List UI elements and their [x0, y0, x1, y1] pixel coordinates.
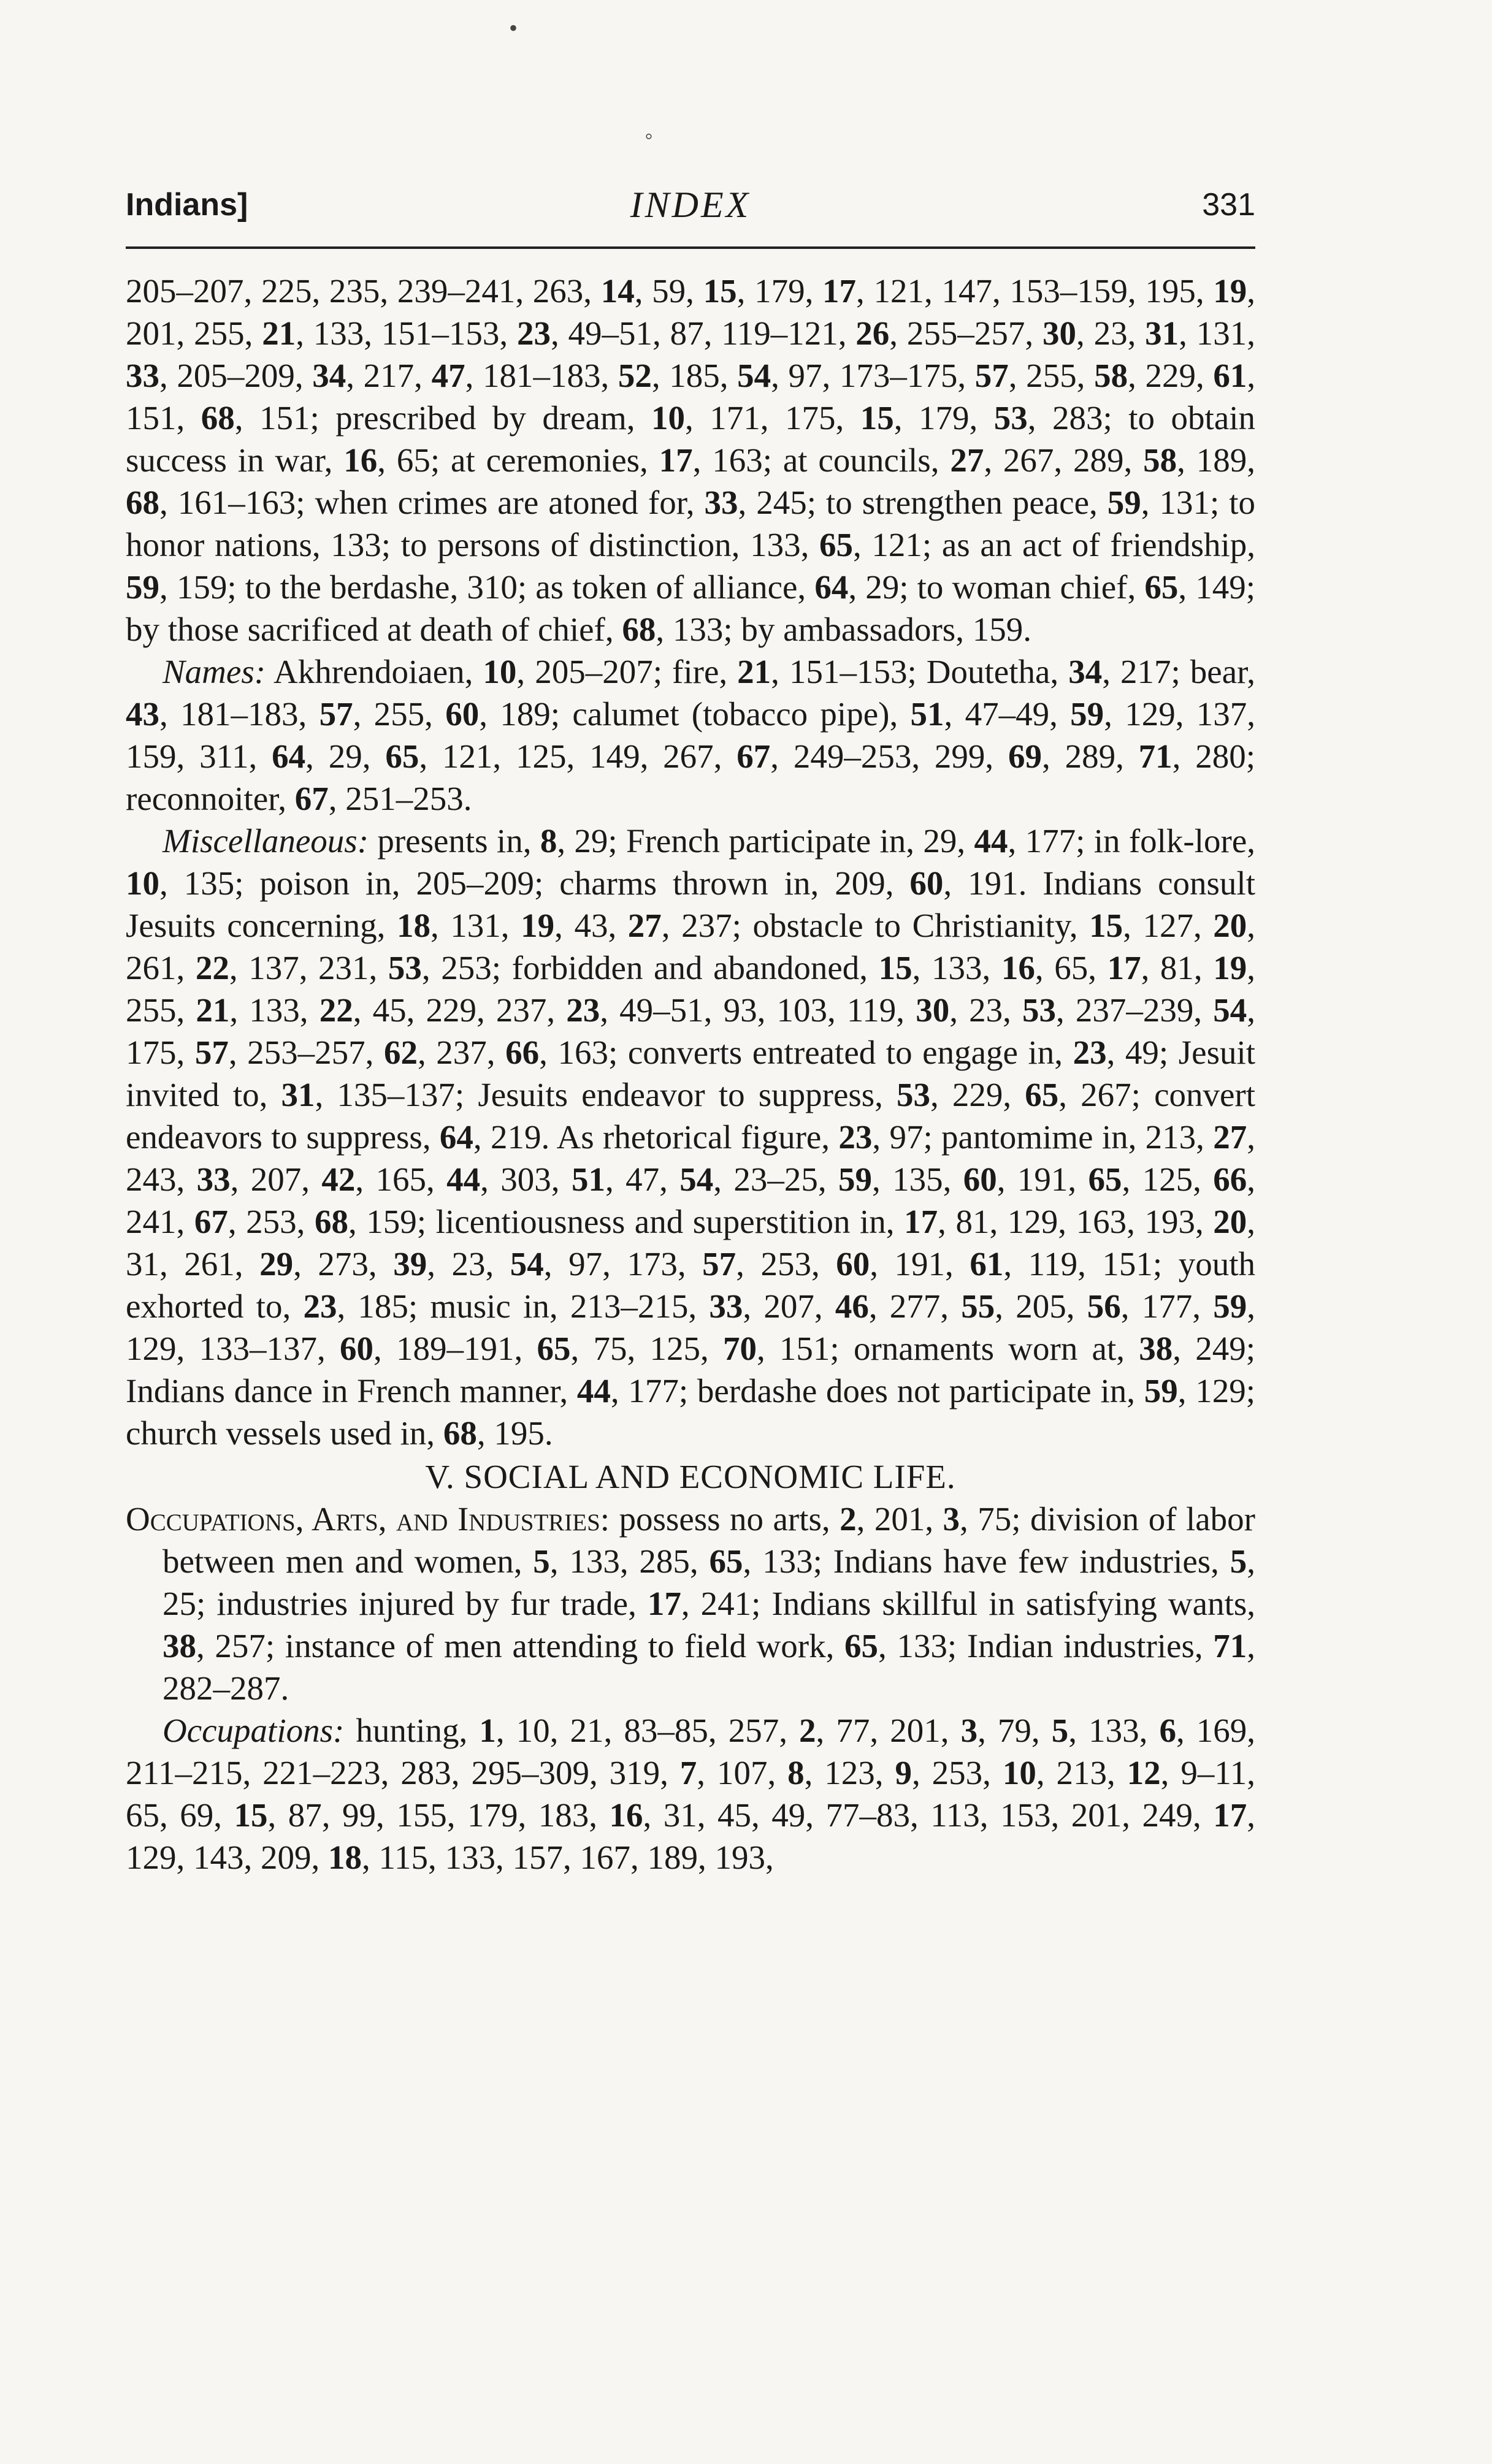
volume-number: 17 — [647, 1585, 681, 1622]
volume-number: 19 — [521, 907, 555, 944]
entry-text: , 151; prescribed by dream, — [234, 399, 651, 437]
volume-number: 1 — [479, 1712, 496, 1749]
volume-number: 46 — [835, 1287, 869, 1325]
volume-number: 56 — [1087, 1287, 1121, 1325]
entry-text: , 185, — [651, 357, 738, 394]
volume-number: 68 — [314, 1203, 348, 1240]
index-subentry — [126, 820, 1255, 1454]
entry-text: , 241, — [126, 1161, 1256, 1240]
entry-text: , 253; forbidden and abandoned, — [421, 949, 879, 986]
entry-text: presents in, — [369, 822, 540, 860]
entry-text: , 201, 255, — [126, 272, 1256, 352]
volume-number: 10 — [1002, 1754, 1036, 1791]
entry-text: , 107, — [697, 1754, 788, 1791]
entry-text: , 151–153; Doutetha, — [771, 653, 1069, 690]
volume-number: 8 — [540, 822, 557, 860]
entry-text: , 149; by those sacrificed at death of chief, — [126, 568, 1255, 648]
entry-text: , 163; at councils, — [692, 441, 951, 479]
entry-text: , 75; division of labor between men and women, — [163, 1500, 1255, 1580]
entry-text: , 191, — [870, 1245, 970, 1283]
volume-number: 67 — [736, 738, 771, 775]
entry-text: , 29, — [305, 738, 386, 775]
entry-text: , 129, 143, 209, — [126, 1796, 1256, 1876]
volume-number: 27 — [950, 441, 984, 479]
volume-number: 18 — [396, 907, 430, 944]
entry-text: , 273, — [293, 1245, 394, 1283]
volume-number: 33 — [704, 484, 738, 521]
scan-speck: • — [509, 14, 518, 42]
volume-number: 54 — [510, 1245, 544, 1283]
volume-number: 27 — [627, 907, 662, 944]
entry-text: , 151; ornaments worn at, — [756, 1330, 1139, 1367]
volume-number: 15 — [878, 949, 912, 986]
volume-number: 9 — [895, 1754, 912, 1791]
volume-number: 64 — [272, 738, 306, 775]
volume-number: 61 — [970, 1245, 1004, 1283]
entry-text: , 261, — [126, 907, 1256, 986]
subentry-label: Occupations: — [163, 1712, 345, 1749]
volume-number: 2 — [840, 1500, 857, 1538]
volume-number: 5 — [1051, 1712, 1069, 1749]
entry-text: , 129; church vessels used in, — [126, 1372, 1256, 1452]
volume-number: 68 — [201, 399, 235, 437]
entry-text: , 131, — [430, 907, 521, 944]
volume-number: 59 — [1144, 1372, 1178, 1409]
volume-number: 59 — [1107, 484, 1141, 521]
volume-number: 44 — [974, 822, 1008, 860]
entry-text: , 255–257, — [889, 315, 1042, 352]
entry-text: , 65; at ceremonies, — [377, 441, 659, 479]
entry-text: , 43, — [554, 907, 628, 944]
entry-heading: Occupations, Arts, and Industries: — [126, 1500, 610, 1538]
entry-text: , 245; to strengthen peace, — [738, 484, 1108, 521]
volume-number: 47 — [431, 357, 465, 394]
volume-number: 8 — [787, 1754, 805, 1791]
volume-number: 20 — [1213, 1203, 1247, 1240]
volume-number: 59 — [1070, 695, 1104, 733]
volume-number: 65 — [385, 738, 419, 775]
volume-number: 71 — [1138, 738, 1173, 775]
volume-number: 15 — [860, 399, 894, 437]
entry-text: , 23, — [427, 1245, 510, 1283]
entry-text: , 31, 45, 49, 77–83, 113, 153, 201, 249, — [643, 1796, 1214, 1834]
volume-number: 10 — [126, 864, 159, 902]
volume-number: 15 — [234, 1796, 268, 1834]
volume-number: 60 — [909, 864, 944, 902]
subentry-label: Names: — [163, 653, 266, 690]
entry-text: , 237, — [417, 1034, 506, 1071]
entry-text: , 303, — [480, 1161, 572, 1198]
volume-number: 60 — [836, 1245, 870, 1283]
volume-number: 65 — [537, 1330, 571, 1367]
entry-text: , 125, — [1122, 1161, 1214, 1198]
entry-text: , 241; Indians skillful in satisfying wants, — [681, 1585, 1255, 1622]
index-body — [126, 270, 1255, 1879]
entry-text: , 277, — [868, 1287, 962, 1325]
volume-number: 23 — [566, 991, 600, 1029]
volume-number: 17 — [659, 441, 693, 479]
entry-text: , 133; Indian industries, — [878, 1627, 1214, 1665]
volume-number: 20 — [1213, 907, 1247, 944]
volume-number: 58 — [1094, 357, 1128, 394]
entry-text: , 49–51, 87, 119–121, — [550, 315, 856, 352]
volume-number: 12 — [1127, 1754, 1161, 1791]
entry-text: , 213, — [1036, 1754, 1127, 1791]
entry-text: , 29; to woman chief, — [848, 568, 1145, 606]
volume-number: 71 — [1213, 1627, 1247, 1665]
volume-number: 30 — [1042, 315, 1076, 352]
volume-number: 22 — [319, 991, 353, 1029]
entry-text: , 65, — [1035, 949, 1108, 986]
entry-text: , 205, — [995, 1287, 1087, 1325]
volume-number: 26 — [855, 315, 890, 352]
entry-text: , 175, — [126, 991, 1256, 1071]
volume-number: 15 — [1089, 907, 1123, 944]
index-subentry — [126, 1709, 1255, 1879]
entry-text: , 131; to honor nations, 133; to persons of distinction, 133, — [126, 484, 1256, 563]
subentry-label: Miscellaneous: — [163, 822, 369, 860]
entry-text: , 177; in folk-lore, — [1008, 822, 1256, 860]
volume-number: 30 — [916, 991, 950, 1029]
entry-text: , 217; bear, — [1102, 653, 1255, 690]
volume-number: 16 — [609, 1796, 643, 1834]
entry-text: , 249; Indians dance in French manner, — [126, 1330, 1256, 1409]
volume-number: 18 — [328, 1839, 362, 1876]
entry-text: , 49; Jesuit invited to, — [126, 1034, 1256, 1113]
entry-text: , 177, — [1120, 1287, 1214, 1325]
entry-text: , 219. As rhetorical figure, — [473, 1118, 839, 1156]
entry-text: , 185; music in, 213–215, — [337, 1287, 710, 1325]
entry-text: , 123, — [804, 1754, 895, 1791]
volume-number: 17 — [822, 272, 857, 310]
index-entry-continuation — [126, 270, 1255, 650]
volume-number: 42 — [321, 1161, 356, 1198]
volume-number: 54 — [737, 357, 771, 394]
entry-text: , 129, 133–137, — [126, 1287, 1256, 1367]
entry-text: , 207, — [230, 1161, 322, 1198]
entry-text: , 163; converts entreated to engage in, — [539, 1034, 1073, 1071]
entry-text: , 253, — [736, 1245, 836, 1283]
entry-text: , 25; industries injured by fur trade, — [163, 1543, 1255, 1622]
volume-number: 3 — [960, 1712, 978, 1749]
volume-number: 69 — [1008, 738, 1042, 775]
volume-number: 38 — [163, 1627, 196, 1665]
entry-text: , 49–51, 93, 103, 119, — [600, 991, 916, 1029]
volume-number: 33 — [126, 357, 159, 394]
volume-number: 16 — [1001, 949, 1035, 986]
volume-number: 29 — [259, 1245, 294, 1283]
entry-text: , 255, — [1008, 357, 1095, 394]
entry-text: , 29; French participate in, 29, — [557, 822, 974, 860]
entry-text: , 131, — [1179, 315, 1256, 352]
entry-text: , 161–163; when crimes are atoned for, — [159, 484, 705, 521]
volume-number: 16 — [343, 441, 378, 479]
volume-number: 51 — [571, 1161, 605, 1198]
entry-text: , 81, — [1141, 949, 1214, 986]
volume-number: 66 — [1213, 1161, 1247, 1198]
volume-number: 17 — [1107, 949, 1141, 986]
volume-number: 23 — [303, 1287, 337, 1325]
entry-text: , 133; Indians have few industries, — [743, 1543, 1230, 1580]
entry-text: , 133; by ambassadors, 159. — [656, 611, 1031, 648]
volume-number: 59 — [838, 1161, 872, 1198]
volume-number: 5 — [1230, 1543, 1247, 1580]
entry-text: V. SOCIAL AND ECONOMIC LIFE. — [425, 1458, 956, 1495]
volume-number: 21 — [262, 315, 296, 352]
header-section-label: Indians] — [126, 187, 248, 223]
volume-number: 10 — [651, 399, 685, 437]
entry-text: , 9–11, 65, 69, — [126, 1754, 1256, 1834]
volume-number: 44 — [576, 1372, 611, 1409]
entry-text: , 179, — [893, 399, 994, 437]
entry-text: , 289, — [1041, 738, 1139, 775]
volume-number: 14 — [600, 272, 635, 310]
entry-text: , 77, 201, — [816, 1712, 961, 1749]
entry-text: , 137, 231, — [229, 949, 388, 986]
entry-text: , 133, — [1068, 1712, 1160, 1749]
entry-text: , 249–253, 299, — [770, 738, 1008, 775]
volume-number: 51 — [910, 695, 944, 733]
entry-text: , 135, — [871, 1161, 963, 1198]
entry-text: , 253, — [911, 1754, 1003, 1791]
entry-text: , 45, 229, 237, — [353, 991, 567, 1029]
volume-number: 19 — [1213, 949, 1247, 986]
entry-text: , 237; obstacle to Christianity, — [661, 907, 1090, 944]
entry-text: , 87, 99, 155, 179, 183, — [267, 1796, 610, 1834]
volume-number: 67 — [294, 780, 329, 817]
volume-number: 23 — [516, 315, 551, 352]
volume-number: 67 — [194, 1203, 228, 1240]
entry-text: , 189–191, — [373, 1330, 537, 1367]
volume-number: 22 — [195, 949, 229, 986]
volume-number: 65 — [709, 1543, 743, 1580]
entry-text: , 97; pantomime in, 213, — [872, 1118, 1214, 1156]
volume-number: 62 — [383, 1034, 418, 1071]
volume-number: 23 — [1073, 1034, 1107, 1071]
entry-text: , 133, 151–153, — [296, 315, 517, 352]
entry-text: , 121, 147, 153–159, 195, — [856, 272, 1214, 310]
entry-text: , 159; to the berdashe, 310; as token of alliance, — [159, 568, 815, 606]
entry-text: , 121; as an act of friendship, — [853, 526, 1255, 563]
entry-text: , 255, — [353, 695, 446, 733]
volume-number: 65 — [1144, 568, 1179, 606]
entry-text: , 23, — [949, 991, 1022, 1029]
volume-number: 55 — [961, 1287, 995, 1325]
entry-text: , 133, 285, — [549, 1543, 710, 1580]
volume-number: 17 — [904, 1203, 938, 1240]
entry-text: , 159; licentiousness and superstition in, — [348, 1203, 905, 1240]
volume-number: 57 — [319, 695, 353, 733]
volume-number: 68 — [126, 484, 159, 521]
volume-number: 21 — [196, 991, 230, 1029]
entry-text: , 195. — [476, 1414, 553, 1452]
entry-text: , 255, — [126, 949, 1256, 1029]
entry-text: , 135; poison in, 205–209; charms thrown in, 209, — [159, 864, 910, 902]
volume-number: 53 — [1022, 991, 1056, 1029]
volume-number: 33 — [196, 1161, 231, 1198]
volume-number: 60 — [445, 695, 480, 733]
entry-text: , 179, — [736, 272, 823, 310]
volume-number: 57 — [702, 1245, 736, 1283]
volume-number: 57 — [974, 357, 1009, 394]
entry-text: , 191. Indians consult Jesuits concerning, — [126, 864, 1255, 944]
entry-text: , 283; to obtain success in war, — [126, 399, 1256, 479]
entry-text: , 267, 289, — [984, 441, 1144, 479]
volume-number: 10 — [483, 653, 517, 690]
volume-number: 31 — [1145, 315, 1179, 352]
entry-text: , 171, 175, — [684, 399, 860, 437]
entry-text: , 133, — [229, 991, 319, 1029]
running-header — [126, 184, 1255, 233]
page-number: 331 — [1202, 187, 1255, 223]
volume-number: 65 — [1088, 1161, 1122, 1198]
entry-text: , 282–287. — [163, 1627, 1255, 1707]
entry-text: , 75, 125, — [570, 1330, 723, 1367]
volume-number: 5 — [533, 1543, 550, 1580]
entry-text: , 23, — [1076, 315, 1146, 352]
entry-text: , 253, — [228, 1203, 315, 1240]
entry-text: , 127, — [1123, 907, 1214, 944]
volume-number: 7 — [679, 1754, 697, 1791]
entry-text: , 119, 151; youth exhorted to, — [126, 1245, 1256, 1325]
volume-number: 57 — [194, 1034, 229, 1071]
volume-number: 64 — [814, 568, 849, 606]
volume-number: 53 — [993, 399, 1028, 437]
entry-text: , 81, 129, 163, 193, — [938, 1203, 1214, 1240]
volume-number: 21 — [737, 653, 771, 690]
volume-number: 6 — [1159, 1712, 1176, 1749]
volume-number: 19 — [1213, 272, 1247, 310]
entry-text: , 267; convert endeavors to suppress, — [126, 1076, 1255, 1156]
entry-text: , 280; reconnoiter, — [126, 738, 1256, 817]
entry-text: , 79, — [977, 1712, 1052, 1749]
volume-number: 31 — [281, 1076, 315, 1113]
volume-number: 17 — [1213, 1796, 1247, 1834]
entry-text: , 189, — [1177, 441, 1255, 479]
header-rule — [126, 246, 1255, 249]
scan-speck: ° — [645, 130, 652, 150]
entry-text: , 177; berdashe does not participate in, — [610, 1372, 1144, 1409]
volume-number: 39 — [393, 1245, 427, 1283]
volume-number: 34 — [1068, 653, 1103, 690]
entry-text: , 31, 261, — [126, 1203, 1256, 1283]
entry-text: , 135–137; Jesuits endeavor to suppress, — [315, 1076, 897, 1113]
entry-text: , 205–209, — [159, 357, 313, 394]
entry-text: , 47, — [605, 1161, 680, 1198]
volume-number: 54 — [1213, 991, 1247, 1029]
entry-text: , 121, 125, 149, 267, — [419, 738, 737, 775]
entry-text: , 10, 21, 83–85, 257, — [495, 1712, 800, 1749]
volume-number: 54 — [679, 1161, 714, 1198]
volume-number: 61 — [1213, 357, 1247, 394]
entry-text: , 229, — [930, 1076, 1025, 1113]
volume-number: 44 — [446, 1161, 481, 1198]
volume-number: 43 — [126, 695, 159, 733]
index-subentry — [126, 650, 1255, 820]
entry-text: , 97, 173–175, — [771, 357, 975, 394]
volume-number: 68 — [443, 1414, 477, 1452]
volume-number: 65 — [819, 526, 853, 563]
volume-number: 68 — [622, 611, 656, 648]
entry-text: , 243, — [126, 1118, 1255, 1198]
volume-number: 33 — [709, 1287, 743, 1325]
entry-text: , 207, — [743, 1287, 835, 1325]
volume-number: 66 — [505, 1034, 540, 1071]
volume-number: 70 — [722, 1330, 757, 1367]
volume-number: 59 — [1213, 1287, 1247, 1325]
entry-text: , 253–257, — [228, 1034, 384, 1071]
entry-text: , 115, 133, 157, 167, 189, 193, — [362, 1839, 774, 1876]
volume-number: 64 — [439, 1118, 473, 1156]
entry-text: 205–207, 225, 235, 239–241, 263, — [126, 272, 601, 310]
volume-number: 3 — [943, 1500, 960, 1538]
entry-text: , 181–183, — [465, 357, 618, 394]
volume-number: 58 — [1143, 441, 1177, 479]
entry-text: , 151, — [126, 357, 1256, 437]
section-heading — [126, 1455, 1255, 1498]
volume-number: 65 — [844, 1627, 879, 1665]
entry-text: , 257; instance of men attending to field work, — [196, 1627, 845, 1665]
volume-number: 60 — [963, 1161, 997, 1198]
volume-number: 23 — [838, 1118, 873, 1156]
volume-number: 34 — [312, 357, 346, 394]
entry-text: hunting, — [344, 1712, 480, 1749]
volume-number: 59 — [126, 568, 159, 606]
entry-text: , 189; calumet (tobacco pipe), — [479, 695, 911, 733]
volume-number: 38 — [1139, 1330, 1173, 1367]
entry-text: , 229, — [1128, 357, 1214, 394]
entry-text: , 165, — [355, 1161, 447, 1198]
entry-text: , 59, — [634, 272, 703, 310]
entry-text: , 23–25, — [713, 1161, 838, 1198]
entry-text: , 129, 137, 159, 311, — [126, 695, 1256, 775]
entry-text: , 181–183, — [159, 695, 319, 733]
volume-number: 65 — [1025, 1076, 1059, 1113]
volume-number: 15 — [703, 272, 737, 310]
volume-number: 60 — [339, 1330, 373, 1367]
volume-number: 53 — [897, 1076, 931, 1113]
volume-number: 2 — [799, 1712, 816, 1749]
entry-text: possess no arts, — [610, 1500, 840, 1538]
volume-number: 27 — [1213, 1118, 1247, 1156]
volume-number: 52 — [618, 357, 652, 394]
entry-text: , 97, 173, — [543, 1245, 703, 1283]
entry-text: , 237–239, — [1056, 991, 1214, 1029]
entry-text: , 169, 211–215, 221–223, 283, 295–309, 319, — [126, 1712, 1256, 1791]
entry-text: , 47–49, — [944, 695, 1071, 733]
volume-number: 53 — [388, 949, 422, 986]
entry-text: , 191, — [997, 1161, 1088, 1198]
entry-text: Akhrendoiaen, — [266, 653, 483, 690]
index-entry — [126, 1498, 1255, 1709]
entry-text: , 217, — [346, 357, 432, 394]
entry-text: , 251–253. — [328, 780, 472, 817]
entry-text: , 201, — [856, 1500, 943, 1538]
entry-text: , 205–207; fire, — [516, 653, 738, 690]
header-title: INDEX — [630, 185, 751, 225]
entry-text: , 133, — [912, 949, 1001, 986]
